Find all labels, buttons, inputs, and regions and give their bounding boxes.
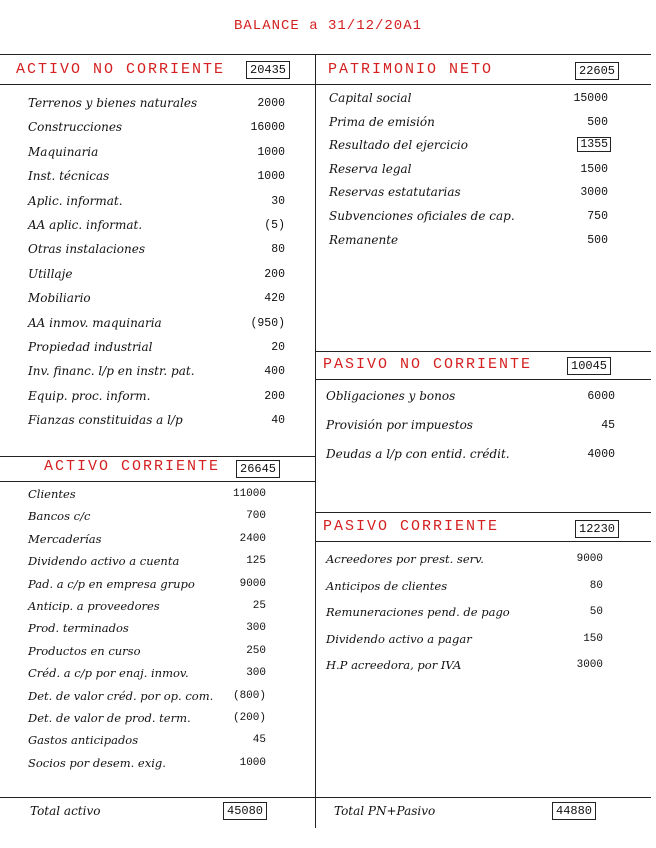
item-value: 500 <box>587 115 608 129</box>
pc-top-rule <box>316 512 651 513</box>
item-value: 80 <box>271 243 285 257</box>
item-value: (5) <box>264 219 285 232</box>
item-label: Obligaciones y bonos <box>326 389 456 403</box>
item-value: 1000 <box>257 170 285 184</box>
item-label: Fianzas constituidas a l/p <box>28 413 183 428</box>
ac-header-rule <box>0 481 316 482</box>
item-value: 500 <box>587 233 608 247</box>
item-value: 80 <box>589 579 603 592</box>
item-label: Equip. proc. inform. <box>28 388 151 403</box>
item-label: Bancos c/c <box>28 509 91 524</box>
item-value: 9000 <box>239 577 266 590</box>
item-value: 1000 <box>257 145 285 159</box>
item-value: 700 <box>246 510 266 523</box>
item-value: 150 <box>583 632 603 645</box>
pnc-header-rule <box>316 379 651 380</box>
anc-header-rule <box>0 84 316 85</box>
item-value: 420 <box>264 292 285 306</box>
item-value: 2400 <box>239 532 266 545</box>
item-label: Otras instalaciones <box>28 242 145 257</box>
item-label: Provisión por impuestos <box>326 418 473 432</box>
item-value: 16000 <box>250 121 285 135</box>
item-value: 40 <box>271 414 285 428</box>
item-value: 750 <box>587 210 608 223</box>
item-value: 300 <box>246 622 266 635</box>
item-value: 25 <box>252 600 266 612</box>
item-label: Aplic. informat. <box>28 193 123 208</box>
item-label: Acreedores por prest. serv. <box>326 552 484 566</box>
pnc-top-rule <box>316 351 651 352</box>
item-label: Inv. financ. l/p en instr. pat. <box>28 364 195 379</box>
item-value: 11000 <box>232 488 266 500</box>
pasivo-no-corriente-title: PASIVO NO CORRIENTE <box>323 356 533 373</box>
center-divider <box>315 54 316 828</box>
item-value: 15000 <box>573 92 608 105</box>
item-label: Inst. técnicas <box>28 169 110 184</box>
item-value: (800) <box>232 689 266 702</box>
item-label: Terrenos y bienes naturales <box>28 96 198 110</box>
item-label: Maquinaria <box>28 144 99 159</box>
total-pasivo-value: 44880 <box>552 802 596 820</box>
item-value: 1000 <box>239 756 266 769</box>
item-value: 6000 <box>587 390 615 403</box>
item-value: 125 <box>246 555 266 568</box>
item-label: AA aplic. informat. <box>28 218 143 232</box>
item-label: Resultado del ejercicio <box>329 138 468 153</box>
item-label: Construcciones <box>28 120 123 135</box>
item-label: Mobiliario <box>28 291 91 306</box>
item-value: 2000 <box>257 97 285 110</box>
item-value: 9000 <box>576 553 603 565</box>
pc-header-rule <box>316 541 651 542</box>
item-label: Mercaderías <box>28 531 102 546</box>
item-value: 30 <box>271 194 285 208</box>
top-rule <box>0 54 651 55</box>
item-value: (950) <box>250 316 285 330</box>
activo-corriente-total: 26645 <box>236 460 280 478</box>
totals-rule <box>0 797 651 798</box>
pn-header-rule <box>316 84 651 85</box>
item-label: Subvenciones oficiales de cap. <box>329 209 515 223</box>
activo-no-corriente-total: 20435 <box>246 61 290 79</box>
item-label: Remanente <box>329 232 399 247</box>
item-label: Pad. a c/p en empresa grupo <box>28 576 195 591</box>
total-pasivo-label: Total PN+Pasivo <box>334 804 436 818</box>
item-value: 400 <box>264 365 285 379</box>
item-value: 200 <box>264 267 285 281</box>
patrimonio-neto-title: PATRIMONIO NETO <box>328 61 494 78</box>
item-label: Remuneraciones pend. de pago <box>326 605 510 619</box>
item-label: Det. de valor créd. por op. com. <box>28 688 214 703</box>
item-value: 20 <box>271 341 285 354</box>
total-activo-value: 45080 <box>223 802 267 820</box>
item-label: Deudas a l/p con entid. crédit. <box>326 447 510 461</box>
item-label: Reservas estatutarias <box>329 185 461 200</box>
item-value: 1500 <box>580 162 608 176</box>
item-label: Capital social <box>329 91 412 105</box>
item-value: 3000 <box>576 659 603 671</box>
item-value: 250 <box>246 644 266 657</box>
item-label: Anticip. a proveedores <box>28 599 160 613</box>
pasivo-corriente-title: PASIVO CORRIENTE <box>323 518 500 535</box>
item-value: 3000 <box>580 186 608 200</box>
item-label: Clientes <box>28 487 76 501</box>
item-value: 50 <box>589 606 603 618</box>
item-value: 1355 <box>577 137 611 152</box>
item-label: Créd. a c/p por enaj. inmov. <box>28 666 189 681</box>
item-label: Anticipos de clientes <box>326 578 448 593</box>
item-label: Prod. terminados <box>28 621 129 636</box>
activo-no-corriente-title: ACTIVO NO CORRIENTE <box>16 61 226 78</box>
item-value: 4000 <box>587 448 615 461</box>
item-label: Gastos anticipados <box>28 733 139 748</box>
item-value: 45 <box>601 419 615 432</box>
item-label: Dividendo activo a cuenta <box>28 554 180 569</box>
item-label: Dividendo activo a pagar <box>326 631 472 646</box>
item-value: 200 <box>264 389 285 403</box>
item-value: (200) <box>232 712 266 724</box>
activo-corriente-title: ACTIVO CORRIENTE <box>44 458 221 475</box>
pasivo-no-corriente-total: 10045 <box>567 357 611 375</box>
item-label: Reserva legal <box>329 161 412 176</box>
item-label: Propiedad industrial <box>28 340 153 354</box>
item-label: Socios por desem. exig. <box>28 755 166 770</box>
item-value: 45 <box>252 734 266 747</box>
item-label: AA inmov. maquinaria <box>28 315 162 330</box>
item-label: Utillaje <box>28 266 73 281</box>
item-value: 300 <box>246 667 266 680</box>
item-label: Det. de valor de prod. term. <box>28 711 191 725</box>
item-label: H.P acreedora, por IVA <box>326 658 462 672</box>
total-activo-label: Total activo <box>30 804 101 818</box>
patrimonio-neto-total: 22605 <box>575 62 619 80</box>
pasivo-corriente-total: 12230 <box>575 520 619 538</box>
item-label: Productos en curso <box>28 643 141 658</box>
balance-title: BALANCE a 31/12/20A1 <box>233 18 423 34</box>
item-label: Prima de emisión <box>329 114 435 129</box>
